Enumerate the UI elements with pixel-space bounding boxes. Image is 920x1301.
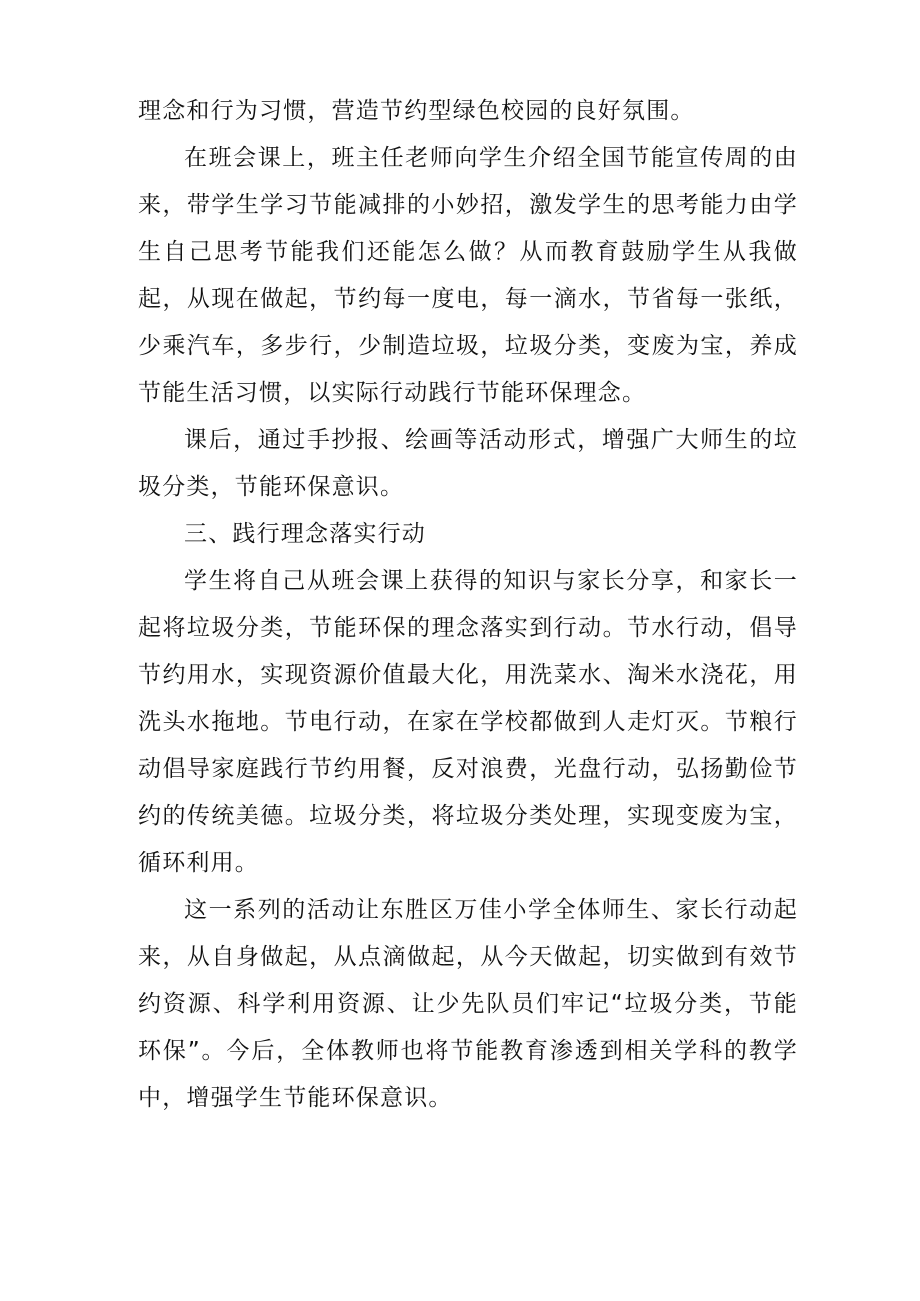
paragraph-after-class: 课后，通过手抄报、绘画等活动形式，增强广大师生的垃圾分类，节能环保意识。 bbox=[138, 427, 798, 500]
paragraph-conclusion: 这一系列的活动让东胜区万佳小学全体师生、家长行动起来，从自身做起，从点滴做起，从今天做起，切实做到有效节约资源、科学利用资源、让少先队员们牢记“垃圾分类，节能环保”。今后，全体教师也将节能教育渗透到相关学科的教学中，增强学生节能环保意识。 bbox=[138, 897, 798, 1111]
paragraph-class-meeting: 在班会课上，班主任老师向学生介绍全国节能宣传周的由来，带学生学习节能减排的小妙招，激发学生的思考能力由学生自己思考节能我们还能怎么做？从而教育鼓励学生从我做起，从现在做起，节约每一度电，每一滴水，节省每一张纸，少乘汽车，多步行，少制造垃圾，垃圾分类，变废为宝，养成节能生活习惯，以实际行动践行节能环保理念。 bbox=[138, 145, 798, 406]
section-heading: 三、践行理念落实行动 bbox=[184, 521, 426, 547]
paragraph-family-action: 学生将自己从班会课上获得的知识与家长分享，和家长一起将垃圾分类，节能环保的理念落实到行动。节水行动，倡导节约用水，实现资源价值最大化，用洗菜水、淘米水浇花，用洗头水拖地。节电行动，在家在学校都做到人走灯灭。节粮行动倡导家庭践行节约用餐，反对浪费，光盘行动，弘扬勤俭节约的传统美德。垃圾分类，将垃圾分类处理，实现变废为宝，循环利用。 bbox=[138, 568, 798, 876]
document-body bbox=[138, 88, 798, 1122]
paragraph-continuation: 理念和行为习惯，营造节约型绿色校园的良好氛围。 bbox=[138, 98, 695, 124]
